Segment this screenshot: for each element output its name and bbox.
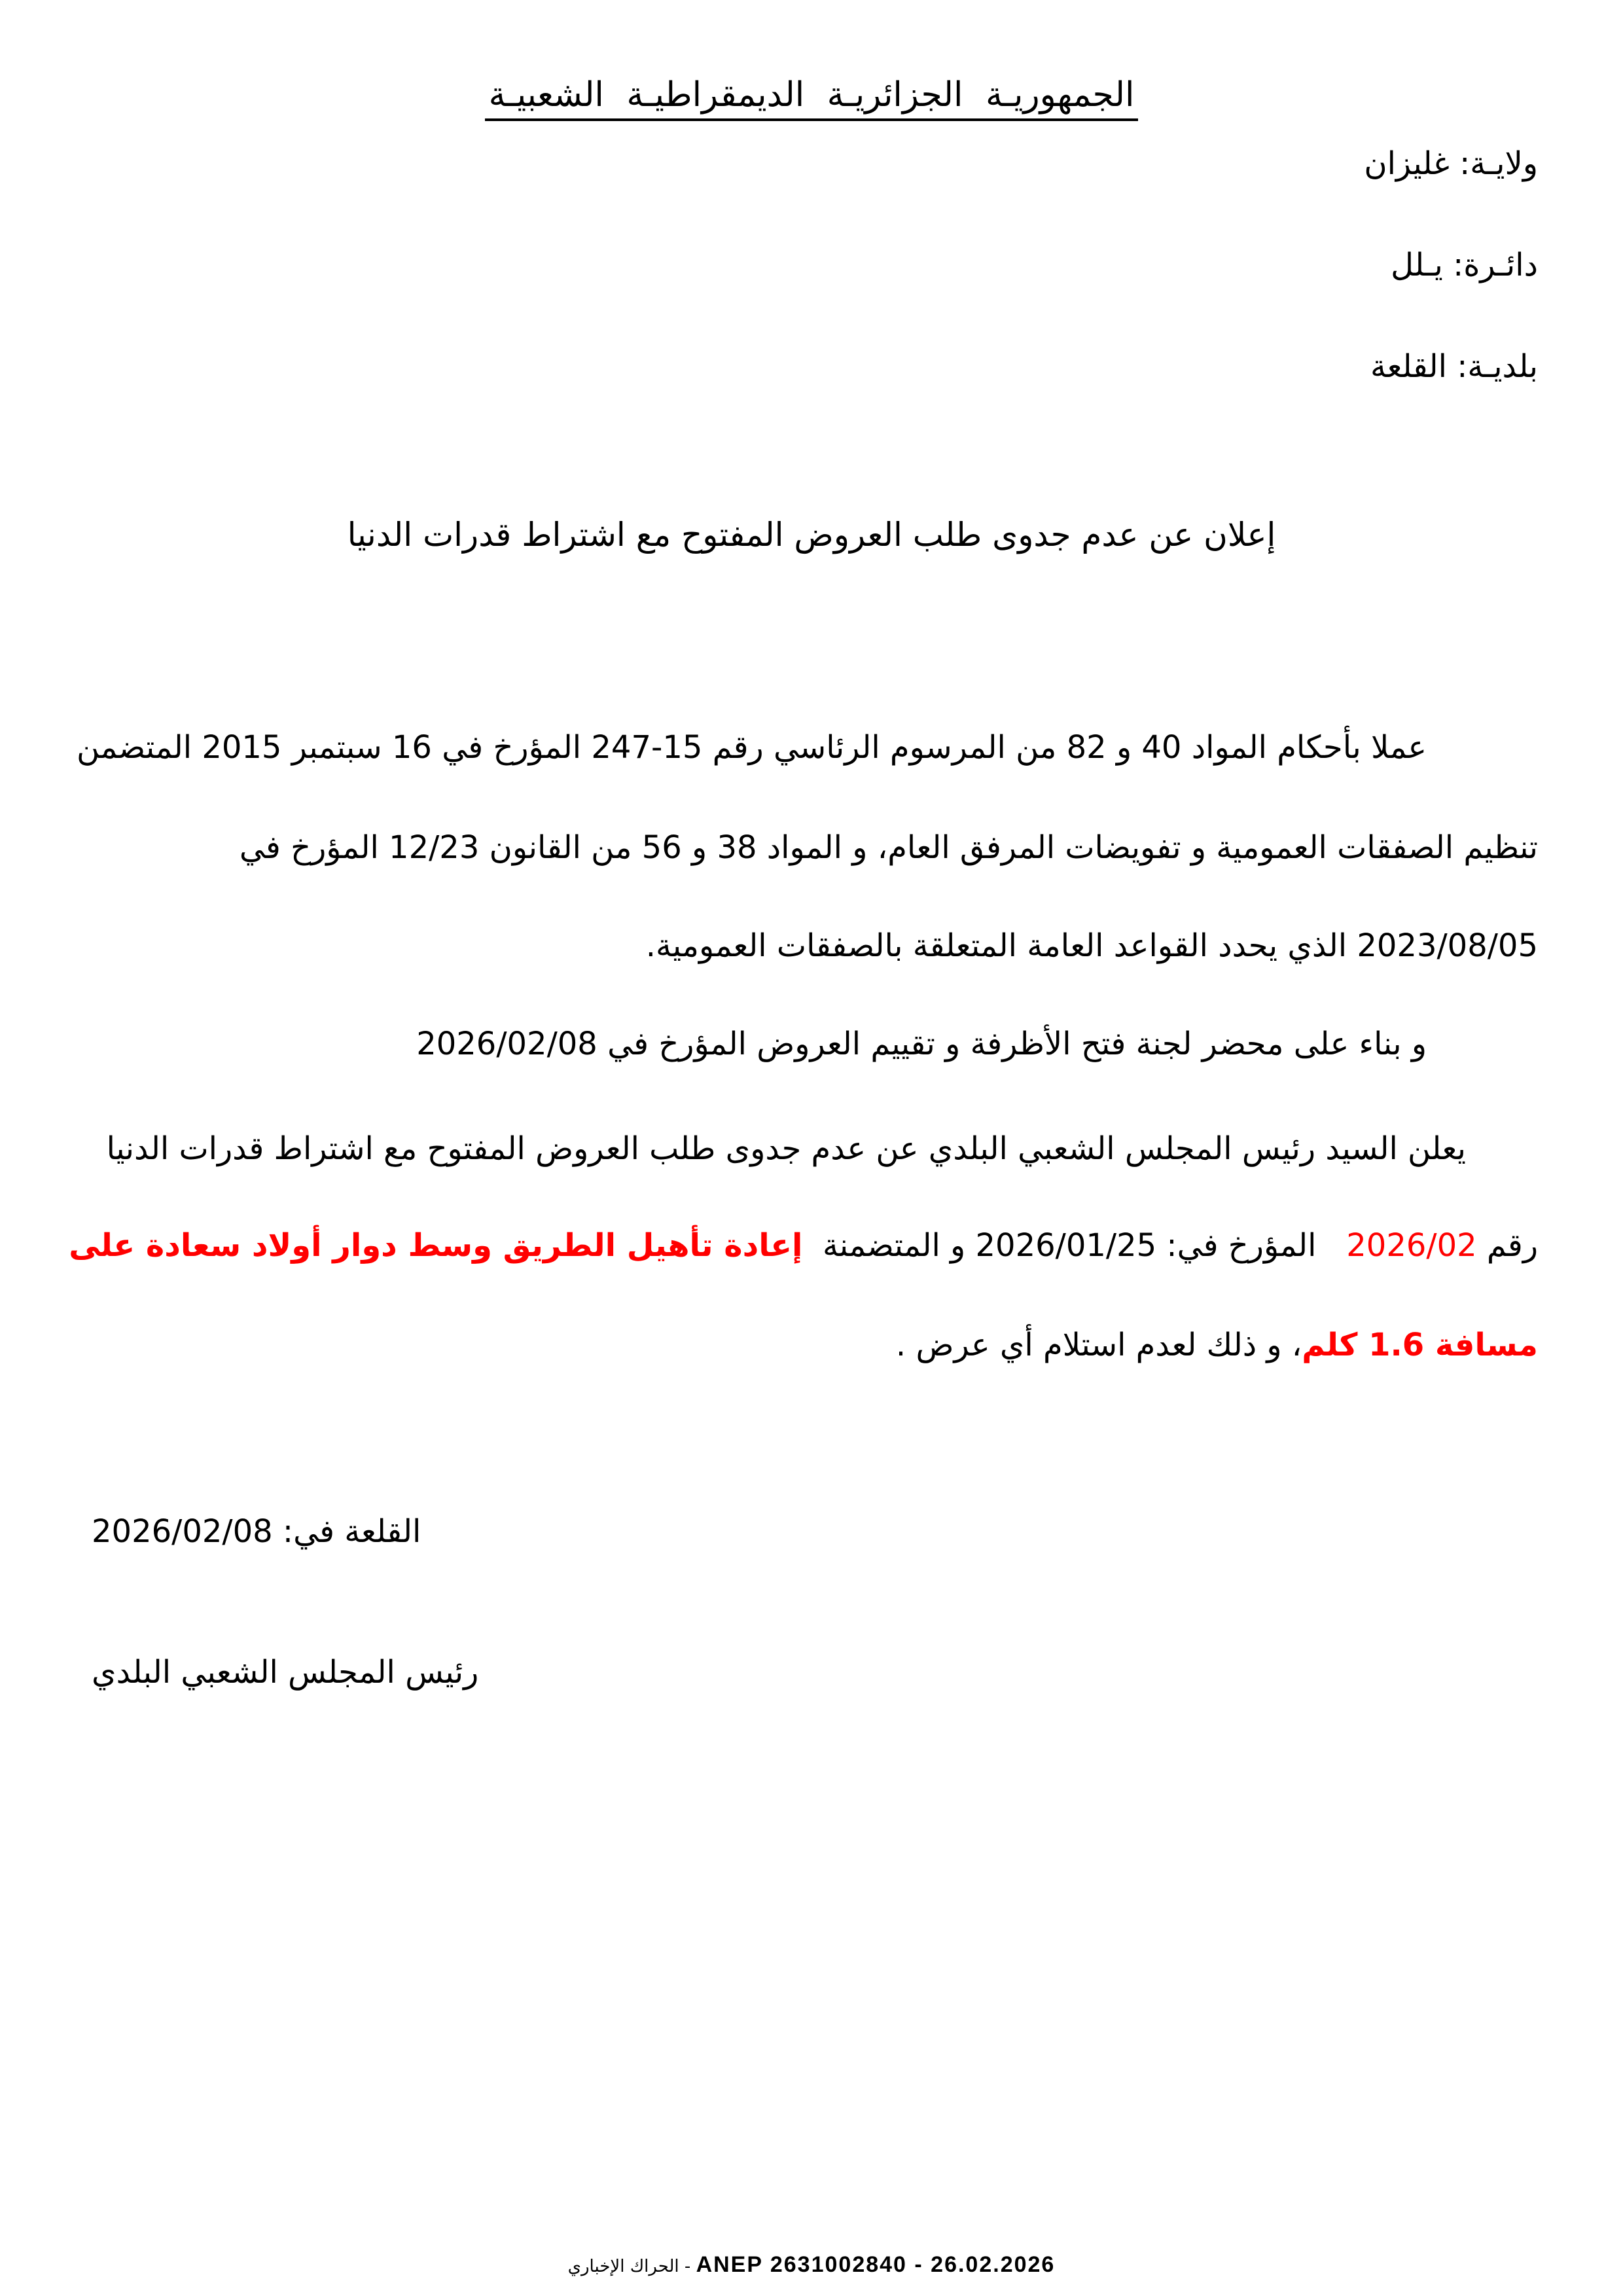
place-and-date: القلعة في: 2026/02/08	[92, 1513, 421, 1550]
footer-source: الحراك الإخباري	[567, 2257, 679, 2276]
body-line-1: عملا بأحكام المواد 40 و 82 من المرسوم الرئاسي رقم 15-247 المؤرخ في 16 سبتمبر 2015 المتضمن	[76, 729, 1427, 766]
daira-line: دائـرة: يـلل	[1391, 247, 1538, 283]
body-line-5: يعلن السيد رئيس المجلس الشعبي البلدي عن عدم جدوى طلب العروض المفتوح مع اشتراط قدرات الدنيا	[106, 1130, 1466, 1167]
dated-label: المؤرخ في:	[1166, 1227, 1317, 1264]
footer	[0, 2251, 1623, 2280]
body-line-7	[589, 1319, 1538, 1371]
republic-header	[0, 69, 1623, 121]
body-line-6	[69, 1219, 1538, 1272]
project-title-part2: مسافة 1.6 كلم	[1302, 1327, 1538, 1363]
reason-text: ، و ذلك لعدم استلام أي عرض .	[895, 1327, 1302, 1363]
tender-date: 2026/01/25	[975, 1227, 1157, 1264]
wilaya-line: ولايـة: غليزان	[1364, 145, 1538, 182]
footer-separator: -	[679, 2257, 696, 2276]
body-line-2: تنظيم الصفقات العمومية و تفويضات المرفق العام، و المواد 38 و 56 من القانون 12/23 المؤرخ في	[239, 829, 1538, 866]
signature-title: رئيس المجلس الشعبي البلدي	[92, 1654, 479, 1691]
body-line-4: و بناء على محضر لجنة فتح الأظرفة و تقييم العروض المؤرخ في 2026/02/08	[416, 1026, 1427, 1062]
body-line-3: 2023/08/05 الذي يحدد القواعد العامة المتعلقة بالصفقات العمومية.	[645, 927, 1538, 964]
baladiya-line: بلديـة: القلعة	[1370, 348, 1538, 385]
including-label: و المتضمنة	[822, 1227, 966, 1264]
number-label: رقم	[1486, 1227, 1538, 1264]
footer-reference: ANEP 2631002840 - 26.02.2026	[696, 2252, 1056, 2277]
announcement-title: إعلان عن عدم جدوى طلب العروض المفتوح مع اشتراط قدرات الدنيا	[347, 516, 1276, 554]
republic-title: الجمهوريـة الجزائريـة الديمقراطيـة الشعبيـة	[485, 71, 1139, 121]
project-title-part1: إعادة تأهيل الطريق وسط دوار أولاد سعادة على	[69, 1227, 803, 1264]
tender-number: 2026/02	[1346, 1227, 1477, 1264]
